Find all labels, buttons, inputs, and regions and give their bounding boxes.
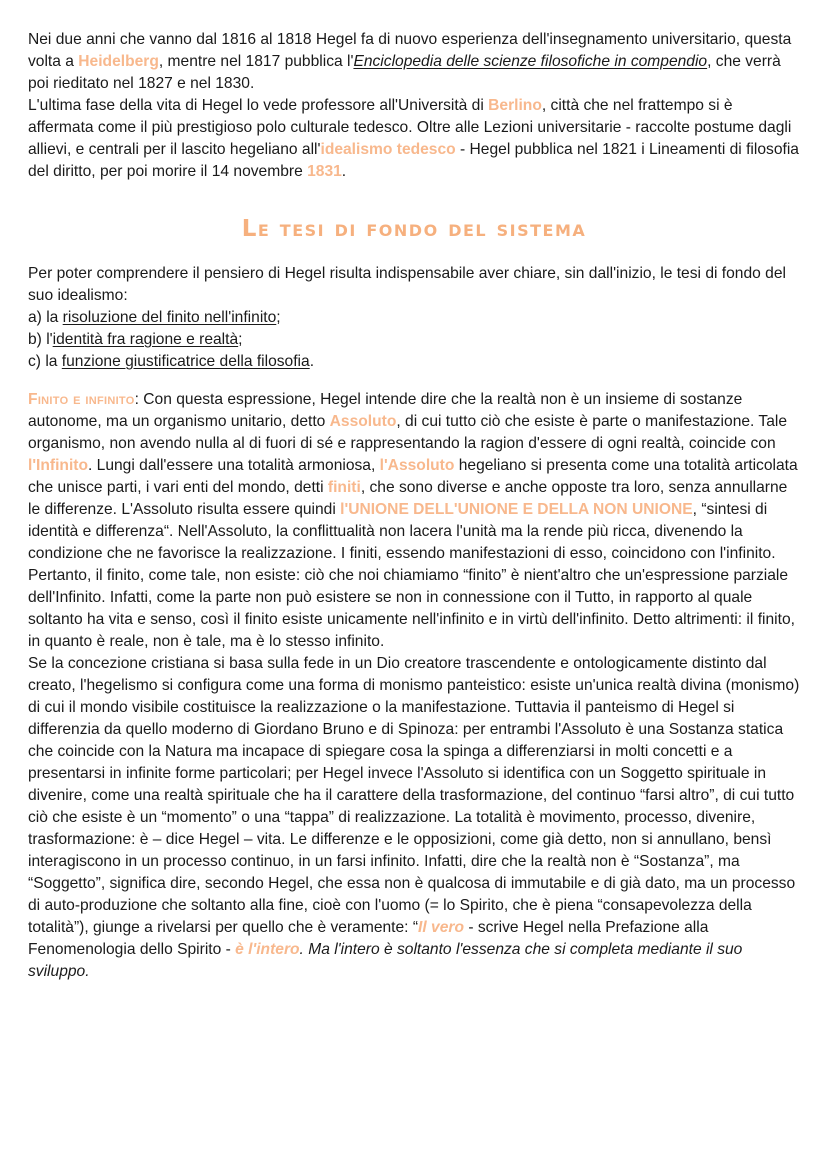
text-span: .	[341, 163, 347, 180]
closing-quote-text: . Ma l'intero è soltanto l'essenza che si completa mediante il suo sviluppo.	[28, 941, 743, 980]
text-span: , città che nel frattempo si è affermata come il più prestigioso polo culturale tedesco. Oltre alle Lezioni universitarie - raccolte postume dagli allievi, e centrali per il lascito hegeliano all'	[28, 97, 792, 158]
highlight-intero: è l'intero	[235, 941, 300, 958]
highlight-assoluto: Assoluto	[329, 413, 397, 430]
text-span: L'ultima fase della vita di Hegel lo vede professore all'Università di	[28, 97, 489, 114]
paragraph-finito-infinito	[28, 389, 800, 653]
text-span: , mentre nel 1817 pubblica l'	[158, 53, 354, 70]
highlight-heidelberg: Heidelberg	[78, 53, 159, 70]
thesis-b-label: identità fra ragione e realtà	[52, 331, 239, 348]
thesis-a-label: risoluzione del finito nell'infinito	[62, 309, 277, 326]
highlight-berlino: Berlino	[488, 97, 542, 114]
text-span: , di cui tutto ciò che esiste è parte o manifestazione. Tale organismo, non avendo nulla al di fuori di sé e rappresentando la ragion d'essere di ogni realtà, coincide con	[28, 413, 788, 452]
paragraph-biography-1	[28, 29, 800, 95]
text-span: , che sono diverse e anche opposte tra loro, senza annullarne le differenze. L'Assoluto risulta essere quindi	[28, 479, 788, 518]
item-prefix: c) la	[28, 353, 62, 370]
intro-block	[28, 263, 800, 373]
item-prefix: a) la	[28, 309, 63, 326]
item-suffix: ;	[238, 331, 243, 348]
text-span: - scrive Hegel nella Prefazione alla Fenomenologia dello Spirito -	[28, 919, 709, 958]
highlight-year: 1831	[307, 163, 342, 180]
intro-text: Per poter comprendere il pensiero di Hegel risulta indispensabile aver chiare, sin dall'inizio, le tesi di fondo del suo idealismo:	[28, 265, 786, 304]
text-span: , che verrà poi rieditato nel 1827 e nel 1830.	[28, 53, 781, 92]
text-span: : Con questa espressione, Hegel intende dire che la realtà non è un insieme di sostanze autonome, ma un organismo unitario, detto	[28, 391, 743, 430]
paragraph-panteismo	[28, 653, 800, 983]
highlight-il-vero: Il vero	[418, 919, 464, 936]
item-prefix: b) l'	[28, 331, 53, 348]
highlight-infinito: l'Infinito	[28, 457, 88, 474]
highlight-idealismo: idealismo tedesco	[320, 141, 456, 158]
highlight-assoluto-2: l'Assoluto	[379, 457, 455, 474]
text-span: hegeliano si presenta come una totalità articolata che unisce parti, i vari enti del mondo, detti	[28, 457, 798, 496]
thesis-item-a	[28, 307, 800, 329]
item-suffix: .	[309, 353, 315, 370]
book-title-enciclopedia: Enciclopedia delle scienze filosofiche in compendio	[353, 53, 708, 70]
paragraph-biography-2	[28, 95, 800, 183]
thesis-item-b	[28, 329, 800, 351]
highlight-unione: l'UNIONE DELL'UNIONE E DELLA NON UNIONE	[340, 501, 693, 518]
item-suffix: ;	[276, 309, 281, 326]
text-span: Se la concezione cristiana si basa sulla fede in un Dio creatore trascendente e ontologicamente distinto dal creato, l'hegelismo si configura come una forma di monismo panteistico: esiste un'unica realtà divina (monismo) di cui il mondo visibile costituisce la realizzazione o la manifestazione. Tuttavia il panteismo di Hegel si differenzia da quello moderno di Giordano Bruno e di Spinoza: per entrambi l'Assoluto è una Sostanza statica che coincide con la Natura ma incapace di spiegare cosa la spinga a differenziarsi in molti concetti e a presentarsi in infinite forme particolari; per Hegel invece l'Assoluto si identifica con un Soggetto spirituale in divenire, come una realtà spirituale che ha il carattere della trasformazione, del continuo “farsi altro”, di cui tutto ciò che esiste è un “momento” o una “tappa” di realizzazione. La totalità è movimento, processo, divenire, trasformazione: è – dice Hegel – vita. Le differenze e le opposizioni, come già detto, non si annullano, bensì interagiscono in un processo continuo, in un farsi infinito. Infatti, dire che la realtà non è “Sostanza”, ma “Soggetto”, significa dire, secondo Hegel, che essa non è qualcosa di immutabile e di già dato, ma un processo di auto-produzione che soltanto alla fine, cioè con l'uomo (= lo Spirito, che è piena “consapevolezza della totalità”), giunge a rivelarsi per quello che è veramente: “	[28, 655, 800, 936]
text-span: - Hegel pubblica nel 1821 i Lineamenti di filosofia del diritto, per poi morire il 14 novembre	[28, 141, 799, 180]
thesis-item-c	[28, 351, 800, 373]
text-span: . Lungi dall'essere una totalità armoniosa,	[88, 457, 380, 474]
text-span: Nei due anni che vanno dal 1816 al 1818 Hegel fa di nuovo esperienza dell'insegnamento universitario, questa volta a	[28, 31, 792, 70]
highlight-finiti: finiti	[327, 479, 361, 496]
text-span: , “sintesi di identità e differenza“. Nell'Assoluto, la conflittualità non lacera l'unità ma la rende più ricca, divenendo la condizione che ne favorisce la realizzazione. I finiti, essendo manifestazioni di esso, coincidono con l'infinito. Pertanto, il finito, come tale, non esiste: ciò che noi chiamiamo “finito” è nient'altro che un'espressione parziale dell'Infinito. Infatti, come la parte non può esistere se non in connessione con il Tutto, in rapporto al quale soltanto ha vita e senso, così il finito esiste unicamente nell'infinito e in virtù dell'infinito. Detto altrimenti: il finito, in quanto è reale, non è tale, ma è lo stesso infinito.	[28, 501, 795, 650]
lead-finito-infinito: Finito e infinito	[28, 391, 135, 408]
thesis-c-label: funzione giustificatrice della filosofia	[61, 353, 310, 370]
section-title: Le tesi di fondo del sistema	[241, 216, 587, 242]
